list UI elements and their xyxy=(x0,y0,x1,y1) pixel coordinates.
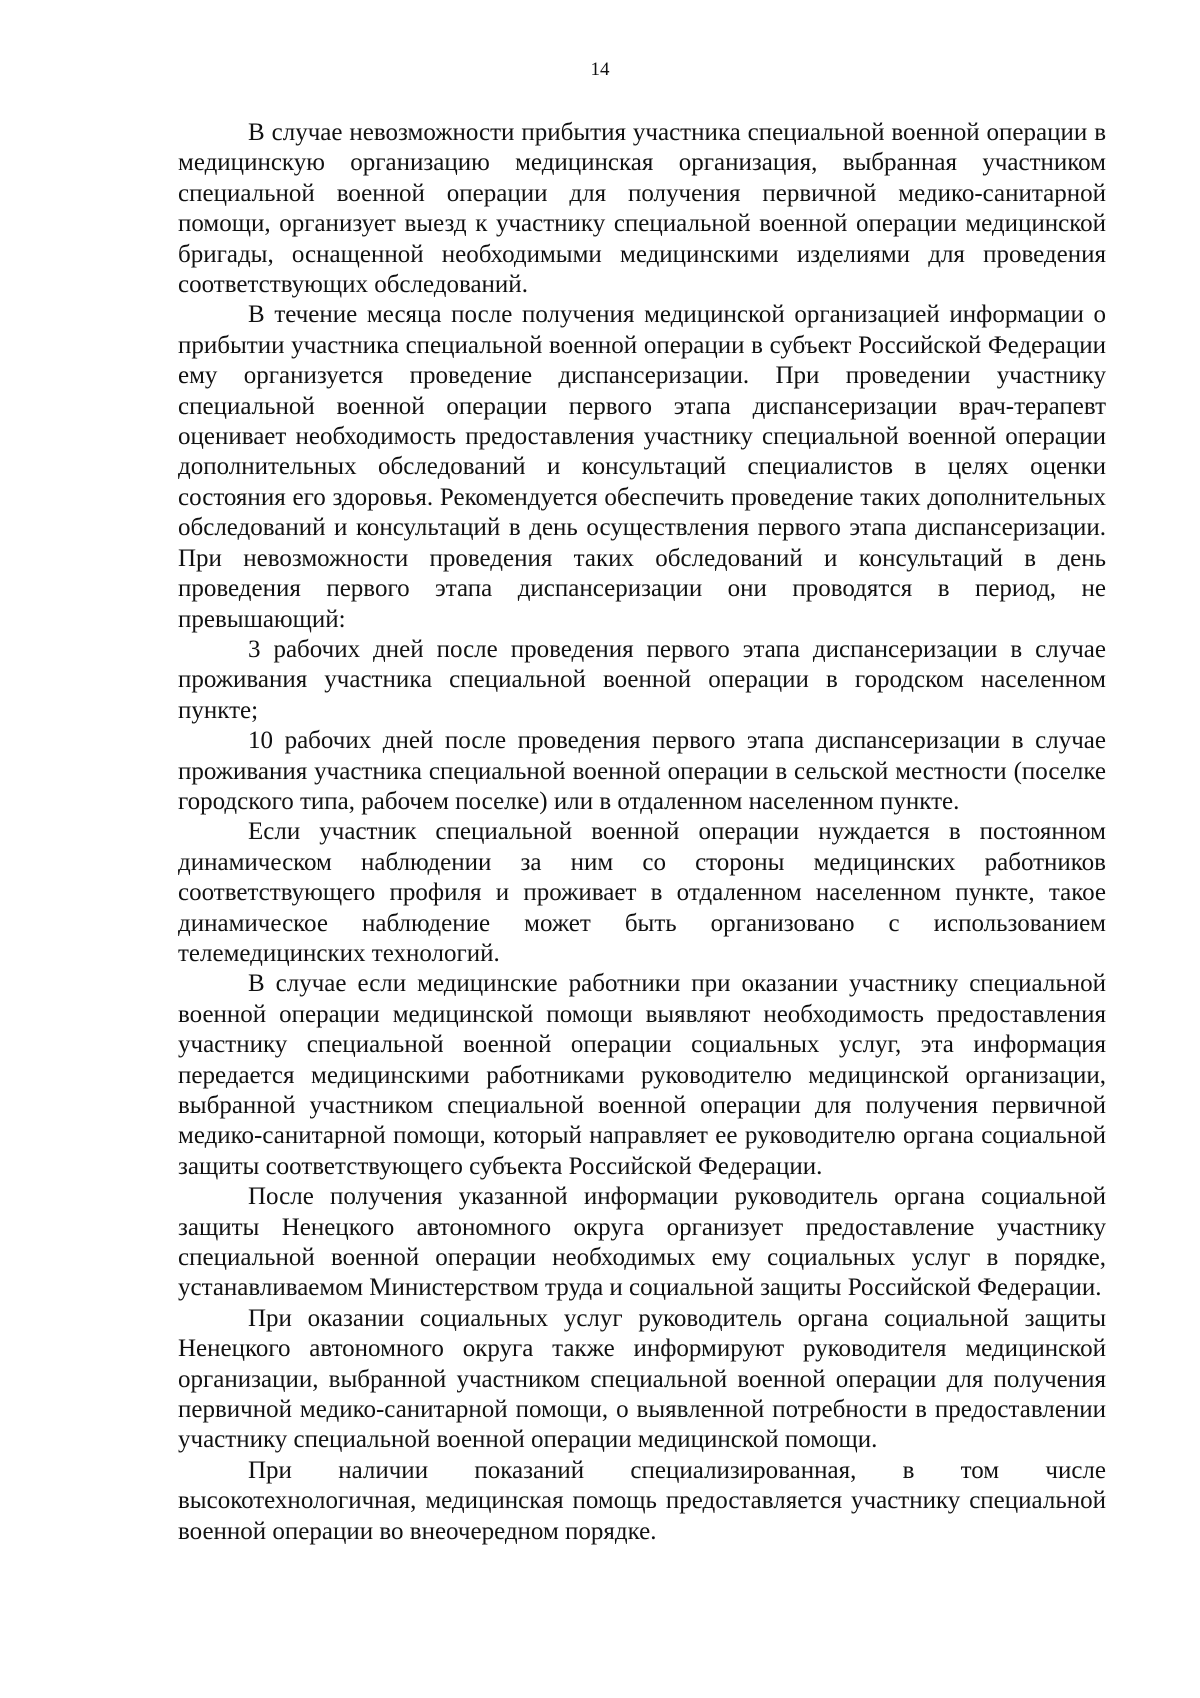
paragraph: 3 рабочих дней после проведения первого этапа диспансеризации в случае проживания участника специальной военной операции в городском населенном пункте; xyxy=(178,635,1106,724)
paragraph: 10 рабочих дней после проведения первого этапа диспансеризации в случае проживания участника специальной военной операции в сельской местности (поселке городского типа, рабочем поселке) или в отдаленном населенном пункте. xyxy=(178,727,1106,815)
paragraph: Если участник специальной военной операции нуждается в постоянном динамическом наблюдении за ним со стороны медицинских работников соответствующего профиля и проживает в отдаленном населенном пункте, такое динамическое наблюдение может быть организовано с использованием телемедицинских технологий. xyxy=(178,818,1106,967)
document-body xyxy=(178,118,1106,1547)
paragraph: В случае невозможности прибытия участника специальной военной операции в медицинскую организацию медицинская организация, выбранная участником специальной военной операции для получения первичной медико-санитарной помощи, организует выезд к участнику специальной военной операции медицинской бригады, оснащенной необходимыми медицинскими изделиями для проведения соответствующих обследований. xyxy=(178,119,1106,299)
paragraph: В случае если медицинские работники при оказании участнику специальной военной операции медицинской помощи выявляют необходимость предоставления участнику специальной военной операции социальных услуг, эта информация передается медицинскими работниками руководителю медицинской организации, выбранной участником специальной военной операции для получения первичной медико-санитарной помощи, который направляет ее руководителю органа социальной защиты соответствующего субъекта Российской Федерации. xyxy=(178,970,1106,1180)
paragraph: В течение месяца после получения медицинской организацией информации о прибытии участника специальной военной операции в субъект Российской Федерации ему организуется проведение диспансеризации. При проведении участнику специальной военной операции первого этапа диспансеризации врач-терапевт оценивает необходимость предоставления участнику специальной военной операции дополнительных обследований и консультаций специалистов в целях оценки состояния его здоровья. Рекомендуется обеспечить проведение таких дополнительных обследований и консультаций в день осуществления первого этапа диспансеризации. При невозможности проведения таких обследований и консультаций в день проведения первого этапа диспансеризации они проводятся в период, не превышающий: xyxy=(178,301,1106,633)
paragraph: После получения указанной информации руководитель органа социальной защиты Ненецкого автономного округа организует предоставление участнику специальной военной операции необходимых ему социальных услуг в порядке, устанавливаемом Министерством труда и социальной защиты Российской Федерации. xyxy=(178,1183,1106,1302)
paragraph: При оказании социальных услуг руководитель органа социальной защиты Ненецкого автономного округа также информируют руководителя медицинской организации, выбранной участником специальной военной операции для получения первичной медико-санитарной помощи, о выявленной потребности в предоставлении участнику специальной военной операции медицинской помощи. xyxy=(178,1304,1106,1454)
paragraph: При наличии показаний специализированная, в том числе высокотехнологичная, медицинская помощь предоставляется участнику специальной военной операции во внеочередном порядке. xyxy=(178,1456,1106,1545)
page-number: 14 xyxy=(590,59,610,80)
